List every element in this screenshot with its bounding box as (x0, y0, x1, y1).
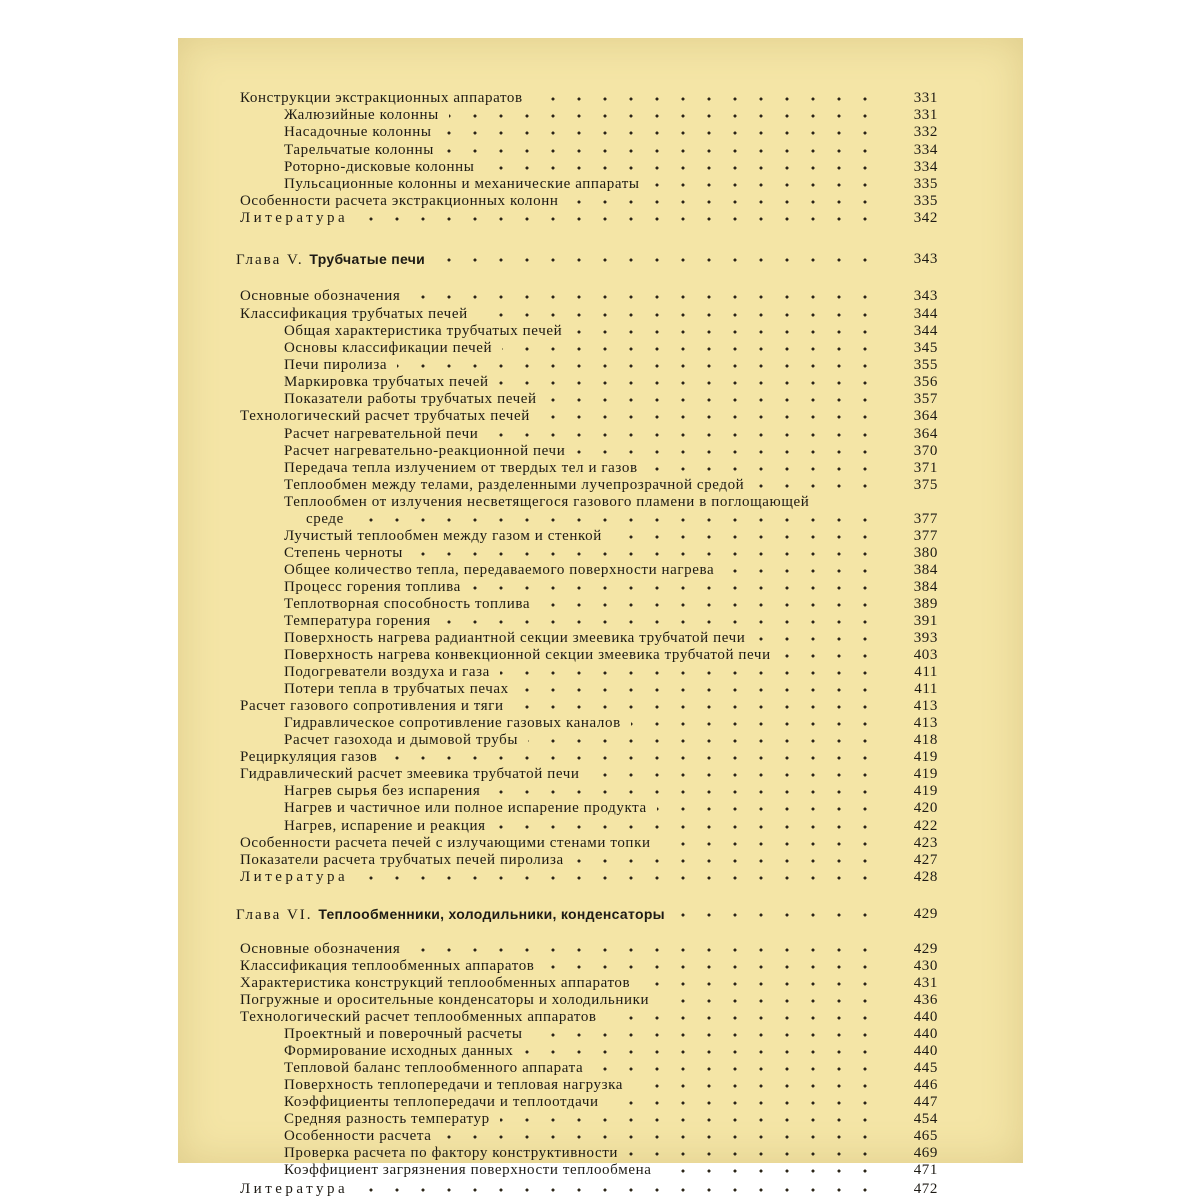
book-page (178, 38, 1023, 1197)
toc-entry (178, 107, 1023, 124)
page-number: 393 (913, 630, 938, 646)
toc-entry-title: Формирование исходных данных (284, 1043, 514, 1059)
toc-entry (178, 426, 1023, 443)
page-number: 357 (913, 391, 938, 407)
page-number: 454 (913, 1111, 938, 1127)
toc-entry-title: Коэффициент загрязнения поверхности теплообмена (284, 1162, 652, 1178)
toc-entry (178, 1060, 1023, 1077)
dot-leader (410, 291, 878, 303)
toc-entry (178, 579, 1023, 596)
toc-entry (178, 766, 1023, 783)
page-number: 384 (913, 562, 938, 578)
toc-entry (178, 193, 1023, 210)
page-number: 344 (913, 323, 938, 339)
toc-entry (178, 1026, 1023, 1043)
page-number: 377 (913, 528, 938, 544)
dot-leader (661, 1165, 878, 1177)
dot-leader (490, 786, 878, 798)
page-number: 469 (913, 1145, 938, 1161)
page-number: 419 (913, 766, 938, 782)
toc-entry-title: Расчет газохода и дымовой трубы (284, 732, 519, 748)
page-number: 419 (913, 783, 938, 799)
page-number: 423 (913, 835, 938, 851)
page-number: 411 (914, 681, 938, 697)
toc-entry-title: Тарельчатые колонны (284, 142, 434, 158)
toc-entry-title: Степень черноты (284, 545, 403, 561)
dot-leader (358, 1184, 878, 1196)
toc-entry-title: Основные обозначения (240, 288, 401, 304)
toc-entry-title: Особенности расчета (284, 1128, 432, 1144)
page-number: 411 (914, 664, 938, 680)
toc-entry-title: среде (306, 511, 344, 527)
toc-entry (178, 443, 1023, 460)
toc-entry-title: Подогреватели воздуха и газа (284, 664, 490, 680)
page-number: 418 (913, 732, 938, 748)
toc-entry (178, 941, 1023, 958)
dot-leader (650, 179, 878, 191)
dot-leader (628, 1148, 878, 1160)
page-number: 331 (913, 90, 938, 106)
toc-entry (178, 391, 1023, 408)
dot-leader (754, 480, 878, 492)
page-number: 429 (913, 906, 938, 922)
chapter-number: Глава V. (236, 252, 310, 268)
dot-leader (609, 1097, 878, 1109)
toc-entry-title: Литература (240, 1181, 349, 1197)
dot-leader (657, 803, 878, 815)
toc-entry-title: Особенности расчета печей с излучающими стенами топки (240, 835, 651, 851)
toc-entry-title: Гидравлическое сопротивление газовых каналов (284, 715, 621, 731)
dot-leader (478, 309, 878, 321)
page-number: 335 (913, 176, 938, 192)
toc-entry-title: Передача тепла излучением от твердых тел и газов (284, 460, 638, 476)
toc-entry (178, 681, 1023, 698)
dot-leader (358, 213, 878, 225)
page-number: 403 (913, 647, 938, 663)
toc-entry (178, 408, 1023, 425)
toc-entry-title: Погружные и оросительные конденсаторы и холодильники (240, 992, 650, 1008)
dot-leader (442, 1131, 878, 1143)
dot-leader (514, 701, 878, 713)
dot-leader (661, 838, 878, 850)
page-number: 389 (913, 596, 938, 612)
toc-entry (178, 124, 1023, 141)
page-number: 472 (913, 1181, 938, 1197)
page-number: 427 (913, 852, 938, 868)
page-number: 334 (913, 142, 938, 158)
dot-leader (502, 343, 878, 355)
toc-entry (178, 1094, 1023, 1111)
toc-entry-title: Нагрев сырья без испарения (284, 783, 481, 799)
toc-entry (178, 90, 1023, 107)
dot-leader (540, 599, 878, 611)
toc-entry (178, 975, 1023, 992)
toc-entry-title: Показатели расчета трубчатых печей пиролиза (240, 852, 564, 868)
toc-entry (178, 1181, 1023, 1198)
dot-leader (781, 650, 878, 662)
page-number: 440 (913, 1026, 938, 1042)
toc-entry-title: Теплотворная способность топлива (284, 596, 531, 612)
page-number: 428 (913, 869, 938, 885)
page-number: 431 (913, 975, 938, 991)
toc-entry-title: Роторно-дисковые колонны (284, 159, 475, 175)
page-number: 446 (913, 1077, 938, 1093)
toc-entry-title: Нагрев, испарение и реакция (284, 818, 486, 834)
toc-entry (178, 732, 1023, 749)
toc-entry (178, 698, 1023, 715)
toc-entry (178, 783, 1023, 800)
toc-entry (178, 142, 1023, 159)
toc-entry-title: Поверхность теплопередачи и тепловая нагрузка (284, 1077, 624, 1093)
toc-entry (178, 818, 1023, 835)
toc-entry (178, 869, 1023, 886)
toc-entry-title: Процесс горения топлива (284, 579, 461, 595)
toc-entry (178, 176, 1023, 193)
dot-leader (413, 548, 878, 560)
page-number: 342 (913, 210, 938, 226)
toc-entry-title: Рециркуляция газов (240, 749, 378, 765)
toc-entry (178, 1077, 1023, 1094)
toc-entry (178, 494, 1023, 511)
dot-leader (675, 909, 878, 921)
toc-entry-title: Тепловой баланс теплообменного аппарата (284, 1060, 584, 1076)
toc-entry (178, 647, 1023, 664)
dot-leader (648, 463, 878, 475)
page-number: 422 (913, 818, 938, 834)
chapter-number: Глава VI. (236, 907, 319, 923)
dot-leader (500, 667, 878, 679)
toc-entry (178, 288, 1023, 305)
toc-entry-title: Конструкции экстракционных аппаратов (240, 90, 523, 106)
toc-chapter-heading (178, 251, 1023, 268)
dot-leader (441, 616, 878, 628)
dot-leader (397, 360, 878, 372)
toc-entry-title: Лучистый теплообмен между газом и стенкой (284, 528, 602, 544)
toc-entry (178, 374, 1023, 391)
toc-entry (178, 477, 1023, 494)
toc-entry (178, 545, 1023, 562)
chapter-title: Теплообменники, холодильники, конденсаторы (318, 906, 665, 922)
page-number: 465 (913, 1128, 938, 1144)
toc-entry (178, 835, 1023, 852)
page-number: 419 (913, 749, 938, 765)
dot-leader (358, 872, 878, 884)
page-number: 447 (913, 1094, 938, 1110)
page-number: 335 (913, 193, 938, 209)
toc-entry-title: Литература (240, 210, 349, 226)
toc-entry (178, 749, 1023, 766)
toc-entry-title: Поверхность нагрева радиантной секции змеевика трубчатой печи (284, 630, 746, 646)
dot-leader (640, 978, 878, 990)
toc-entry (178, 357, 1023, 374)
page-number: 430 (913, 958, 938, 974)
toc-entry-title: Пульсационные колонны и механические аппараты (284, 176, 640, 192)
page-number: 420 (913, 800, 938, 816)
page-number: 375 (913, 477, 938, 493)
toc-entry-title: Расчет нагревательно-реакционной печи (284, 443, 566, 459)
dot-leader (574, 855, 878, 867)
toc-entry (178, 596, 1023, 613)
toc-entry (178, 1043, 1023, 1060)
toc-entry-title: Потери тепла в трубчатых печах (284, 681, 509, 697)
toc-entry-title: Поверхность нагрева конвекционной секции змеевика трубчатой печи (284, 647, 771, 663)
dot-leader (444, 145, 878, 157)
table-of-contents (178, 38, 1023, 1197)
dot-leader (523, 1046, 878, 1058)
toc-entry (178, 511, 1023, 528)
toc-entry-title: Нагрев и частичное или полное испарение продукта (284, 800, 647, 816)
page-number: 436 (913, 992, 938, 1008)
toc-entry-title: Особенности расчета экстракционных колонн (240, 193, 559, 209)
page-number: 343 (913, 288, 938, 304)
dot-leader (500, 1114, 878, 1126)
dot-leader (593, 1063, 878, 1075)
page-number: 471 (913, 1162, 938, 1178)
dot-leader (612, 531, 878, 543)
toc-entry-title: Основные обозначения (240, 941, 401, 957)
dot-leader (354, 514, 878, 526)
toc-entry-title: Характеристика конструкций теплообменных аппаратов (240, 975, 631, 991)
toc-entry (178, 992, 1023, 1009)
toc-entry-title: Проверка расчета по фактору конструктивности (284, 1145, 619, 1161)
toc-entry (178, 306, 1023, 323)
page-number: 370 (913, 443, 938, 459)
toc-entry-title: Расчет газового сопротивления и тяги (240, 698, 504, 714)
page-number: 445 (913, 1060, 938, 1076)
toc-entry-title: Технологический расчет трубчатых печей (240, 408, 530, 424)
dot-leader (496, 821, 878, 833)
dot-leader (724, 565, 878, 577)
page-number: 364 (913, 408, 938, 424)
page-number: 440 (913, 1009, 938, 1025)
toc-entry (178, 852, 1023, 869)
toc-entry (178, 210, 1023, 227)
toc-entry-title: Гидравлический расчет змеевика трубчатой печи (240, 766, 580, 782)
dot-leader (568, 196, 878, 208)
toc-entry (178, 1162, 1023, 1179)
dot-leader (435, 254, 878, 266)
toc-entry-title: Показатели работы трубчатых печей (284, 391, 537, 407)
toc-entry-title: Основы классификации печей (284, 340, 493, 356)
toc-entry-title: Температура горения (284, 613, 431, 629)
dot-leader (387, 752, 878, 764)
toc-entry (178, 323, 1023, 340)
toc-entry (178, 460, 1023, 477)
toc-entry (178, 1128, 1023, 1145)
toc-entry-title: Теплообмен между телами, разделенными лучепрозрачной средой (284, 477, 745, 493)
dot-leader (545, 961, 878, 973)
page-number: 331 (913, 107, 938, 123)
dot-leader (631, 718, 878, 730)
toc-entry (178, 1111, 1023, 1128)
toc-entry-title: Классификация трубчатых печей (240, 306, 468, 322)
dot-leader (488, 429, 878, 441)
toc-entry (178, 958, 1023, 975)
page-number: 384 (913, 579, 938, 595)
page-number: 413 (913, 698, 938, 714)
toc-entry-title: Технологический расчет теплообменных аппаратов (240, 1009, 597, 1025)
toc-entry (178, 340, 1023, 357)
toc-entry-title: Проектный и поверочный расчеты (284, 1026, 523, 1042)
dot-leader (540, 411, 878, 423)
toc-entry-title: Жалюзийные колонны (284, 107, 439, 123)
page-number: 332 (913, 124, 938, 140)
toc-entry-title: Средняя разность температур (284, 1111, 490, 1127)
page-number: 345 (913, 340, 938, 356)
page-number: 429 (913, 941, 938, 957)
toc-entry-title: Коэффициенты теплопередачи и теплоотдачи (284, 1094, 599, 1110)
dot-leader (572, 326, 878, 338)
toc-chapter-heading (178, 906, 1023, 923)
dot-leader (607, 1012, 878, 1024)
toc-entry-title (236, 251, 425, 269)
dot-leader (547, 394, 878, 406)
page-number: 380 (913, 545, 938, 561)
page-number: 440 (913, 1043, 938, 1059)
page-number: 413 (913, 715, 938, 731)
toc-entry (178, 159, 1023, 176)
dot-leader (533, 1029, 878, 1041)
dot-leader (442, 127, 878, 139)
dot-leader (499, 377, 878, 389)
toc-entry (178, 630, 1023, 647)
toc-entry-title (236, 906, 665, 924)
page-number: 344 (913, 306, 938, 322)
toc-entry (178, 562, 1023, 579)
page-number: 356 (913, 374, 938, 390)
toc-entry-title: Общая характеристика трубчатых печей (284, 323, 563, 339)
page-number: 391 (913, 613, 938, 629)
toc-entry-title: Литература (240, 869, 349, 885)
page-number: 355 (913, 357, 938, 373)
toc-entry-title: Расчет нагревательной печи (284, 426, 479, 442)
dot-leader (519, 684, 878, 696)
dot-leader (528, 735, 878, 747)
toc-entry (178, 664, 1023, 681)
dot-leader (471, 582, 878, 594)
toc-entry (178, 800, 1023, 817)
dot-leader (410, 944, 878, 956)
dot-leader (590, 769, 878, 781)
dot-leader (755, 633, 878, 645)
dot-leader (449, 110, 878, 122)
dot-leader (659, 995, 878, 1007)
dot-leader (484, 162, 878, 174)
page-number: 371 (913, 460, 938, 476)
toc-entry (178, 715, 1023, 732)
toc-entry-title: Маркировка трубчатых печей (284, 374, 489, 390)
page-number: 334 (913, 159, 938, 175)
page-number: 343 (913, 251, 938, 267)
toc-entry-title: Насадочные колонны (284, 124, 432, 140)
chapter-title: Трубчатые печи (309, 251, 426, 267)
toc-entry-title: Печи пиролиза (284, 357, 388, 373)
page-number: 364 (913, 426, 938, 442)
toc-entry (178, 528, 1023, 545)
page-number: 377 (913, 511, 938, 527)
toc-entry (178, 613, 1023, 630)
toc-entry (178, 1009, 1023, 1026)
toc-entry-title: Теплообмен от излучения несветящегося газового пламени в поглощающей (284, 494, 810, 510)
toc-entry-title: Классификация теплообменных аппаратов (240, 958, 535, 974)
dot-leader (575, 446, 878, 458)
dot-leader (533, 93, 878, 105)
dot-leader (633, 1080, 878, 1092)
toc-entry (178, 1145, 1023, 1162)
toc-entry-title: Общее количество тепла, передаваемого поверхности нагрева (284, 562, 715, 578)
